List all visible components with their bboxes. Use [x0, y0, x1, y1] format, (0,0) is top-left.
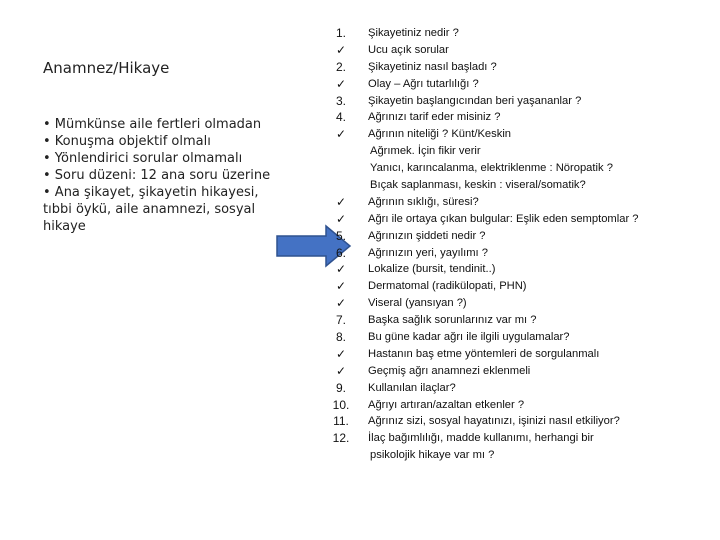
question-item: Ağrınızın yeri, yayılımı ? — [368, 246, 488, 259]
slide-title: Anamnez/Hikaye — [43, 59, 170, 77]
question-item: Dermatomal (radikülopati, PHN) — [368, 280, 527, 293]
bullet-item: • Konuşma objektif olmalı — [43, 134, 211, 149]
question-item: Ağrıyı artıran/azaltan etkenler ? — [368, 398, 525, 411]
question-item: Geçmiş ağrı anamnezi eklenmeli — [368, 364, 531, 377]
question-item: Kullanılan ilaçlar? — [368, 381, 456, 394]
item-number: 7. — [335, 313, 346, 328]
item-number: 3. — [335, 93, 346, 108]
question-item-continuation: psikolojik hikaye var mı ? — [370, 449, 495, 462]
question-item: Hastanın baş etme yöntemleri de sorgulanmalı — [368, 347, 600, 360]
item-number: 1. — [335, 26, 346, 40]
question-item: Ağrının niteliği ? Künt/Keskin — [368, 128, 512, 141]
checkmark-icon: ✓ — [335, 296, 347, 311]
item-marker-blank — [326, 143, 356, 160]
item-number: 10. — [332, 397, 350, 412]
question-item: Şikayetiniz nasıl başladı ? — [368, 60, 497, 73]
question-item-continuation: Bıçak saplanması, keskin : viseral/somatik? — [370, 179, 586, 192]
checkmark-icon: ✓ — [335, 76, 347, 91]
item-marker-blank — [326, 177, 356, 194]
bullet-list — [43, 116, 283, 235]
item-marker-blank — [326, 447, 356, 464]
question-item: Ağrının sıklığı, süresi? — [368, 195, 479, 208]
bullet-item: • Soru düzeni: 12 ana soru üzerine — [43, 168, 271, 183]
question-item: Lokalize (bursit, tendinit..) — [368, 263, 496, 276]
item-number: 12. — [332, 431, 350, 446]
question-list — [368, 25, 698, 464]
item-number: 2. — [335, 59, 346, 74]
bullet-item: hikaye — [43, 219, 86, 234]
question-item: Bu güne kadar ağrı ile ilgili uygulamalar? — [368, 331, 570, 344]
question-item: Ucu açık sorular — [368, 43, 449, 56]
item-number: 5. — [335, 228, 346, 243]
checkmark-icon: ✓ — [335, 363, 347, 378]
bullet-item: • Ana şikayet, şikayetin hikayesi, — [43, 185, 259, 200]
question-item-continuation: Ağrımek. İçin fikir verir — [370, 145, 481, 158]
bullet-item: • Yönlendirici sorular olmamalı — [43, 151, 243, 166]
item-number: 8. — [335, 330, 346, 345]
question-item: Başka sağlık sorunlarınız var mı ? — [368, 314, 537, 327]
bullet-item: tıbbi öykü, aile anamnezi, sosyal — [43, 202, 256, 217]
question-item: Şikayetin başlangıcından beri yaşananlar ? — [368, 94, 582, 107]
question-item: Ağrınızın şiddeti nedir ? — [368, 229, 486, 242]
question-item: İlaç bağımlılığı, madde kullanımı, herhangi bir — [368, 432, 594, 445]
question-item: Olay – Ağrı tutarlılığı ? — [368, 77, 479, 90]
question-item: Viseral (yansıyan ?) — [368, 297, 467, 310]
checkmark-icon: ✓ — [335, 262, 347, 277]
checkmark-icon: ✓ — [335, 42, 347, 57]
item-number: 11. — [333, 414, 349, 429]
item-number: 6. — [335, 245, 346, 260]
checkmark-icon: ✓ — [335, 211, 347, 226]
checkmark-icon: ✓ — [335, 279, 347, 294]
bullet-item: • Mümkünse aile fertleri olmadan — [43, 117, 262, 132]
checkmark-icon: ✓ — [335, 194, 347, 209]
question-item-continuation: Yanıcı, karıncalanma, elektriklenme : Nöropatik ? — [370, 162, 613, 175]
checkmark-icon: ✓ — [335, 346, 347, 361]
question-item: Ağrınız sizi, sosyal hayatınızı, işinizi nasıl etkiliyor? — [368, 415, 620, 428]
question-item: Ağrı ile ortaya çıkan bulgular: Eşlik eden semptomlar ? — [368, 212, 639, 225]
question-item: Ağrınızı tarif eder misiniz ? — [368, 111, 501, 124]
checkmark-icon: ✓ — [335, 127, 347, 142]
item-number: 4. — [335, 110, 346, 125]
item-number: 9. — [335, 380, 346, 395]
question-item: Şikayetiniz nedir ? — [368, 27, 459, 39]
item-marker-blank — [326, 160, 356, 177]
question-marker-column — [326, 25, 356, 464]
